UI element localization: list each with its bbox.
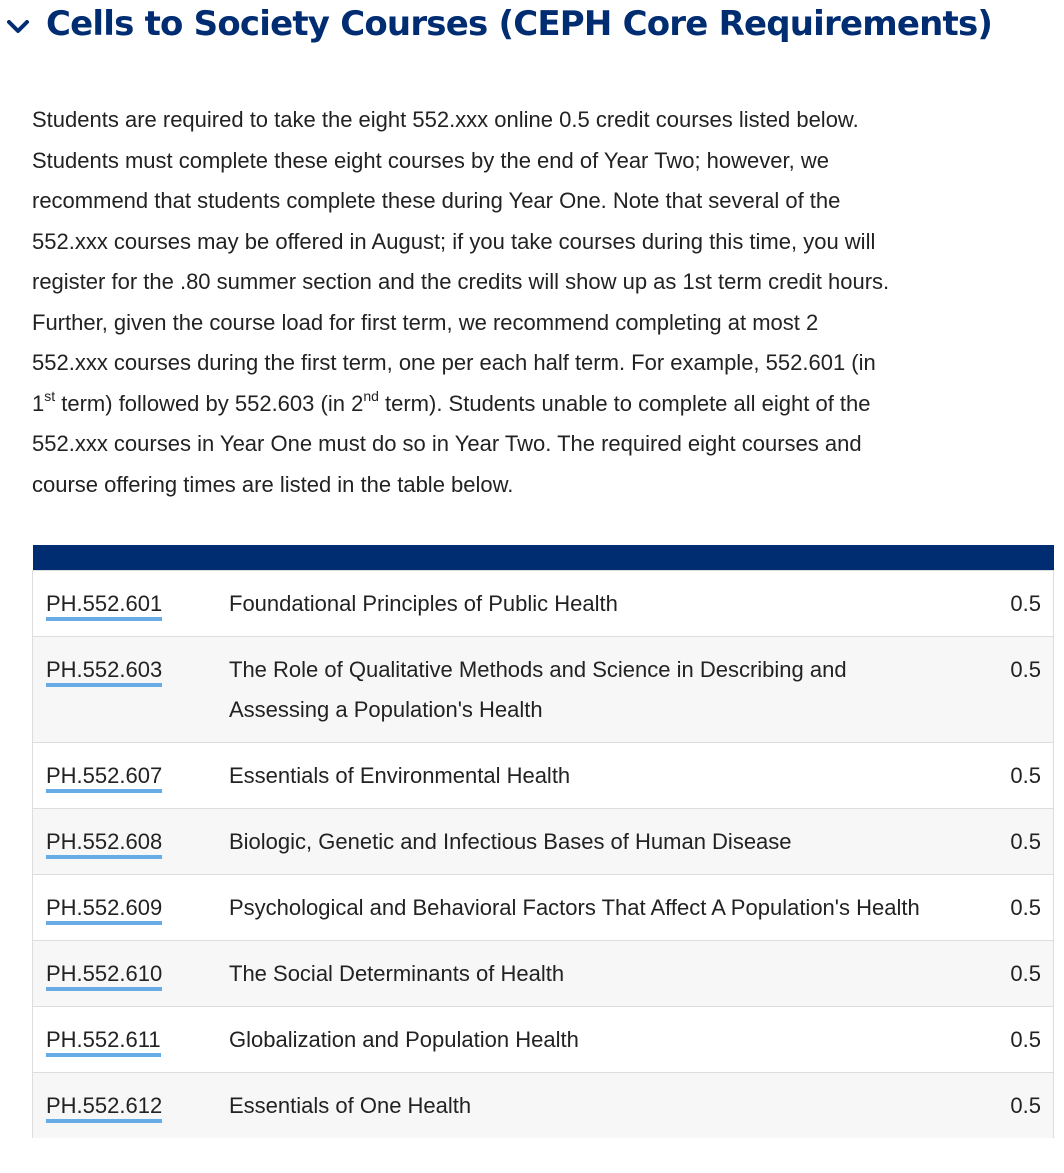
course-credits: 0.5 [941,1073,1054,1139]
course-title: The Social Determinants of Health [229,961,565,986]
course-code-link[interactable]: PH.552.607 [46,763,162,793]
intro-line: register for the .80 summer section and the credits will show up as 1st term credit hours. [32,269,890,294]
intro-line: course offering times are listed in the table below. [32,471,514,497]
intro-line: 552.xxx courses during the first term, one per each half term. For example, 552.601 (in [32,350,876,375]
course-code-link[interactable]: PH.552.609 [46,895,162,925]
table-row [33,637,1054,743]
course-credits: 0.5 [941,743,1054,809]
course-title-cell [229,809,941,875]
section-title[interactable]: Cells to Society Courses (CEPH Core Requirements) [46,4,993,44]
course-title: Psychological and Behavioral Factors That Affect A Population's Health [229,895,920,920]
table-row [33,1007,1054,1073]
intro-text: term). Students unable to complete all eight of the [378,390,871,416]
course-title: Essentials of Environmental Health [229,763,571,788]
course-title: Foundational Principles of Public Health [229,591,618,616]
intro-paragraph [32,100,1062,505]
course-title: Biologic, Genetic and Infectious Bases of Human Disease [229,829,792,854]
course-code-link[interactable]: PH.552.611 [46,1027,161,1057]
intro-line: Students must complete these eight courses by the end of Year Two; however, we [32,147,829,173]
table-header-row [33,545,1054,571]
course-title-cell [229,1007,941,1073]
course-code-cell [33,809,230,875]
course-title-cell [229,875,941,941]
table-row [33,809,1054,875]
course-title: The Role of Qualitative Methods and Science in Describing and Assessing a Population's Health [229,657,847,722]
ordinal-suffix: nd [363,388,379,405]
course-title: Globalization and Population Health [229,1027,579,1052]
chevron-down-icon[interactable] [6,14,30,38]
intro-line: 552.xxx courses in Year One must do so in Year Two. The required eight courses and [32,431,862,456]
table-row [33,875,1054,941]
table-row [33,941,1054,1007]
table-row [33,743,1054,809]
intro-text: term) followed by 552.603 (in 2 [55,390,364,416]
course-code-cell [33,637,230,743]
intro-line: 552.xxx courses may be offered in August; if you take courses during this time, you will [32,228,876,254]
intro-line: Further, given the course load for first term, we recommend completing at most 2 [32,309,819,335]
intro-line: recommend that students complete these during Year One. Note that several of the [32,188,841,213]
course-credits: 0.5 [941,809,1054,875]
course-code-cell [33,743,230,809]
course-code-cell [33,875,230,941]
accordion-toggle[interactable] [0,0,1064,52]
intro-text: 1 [32,390,45,416]
course-credits: 0.5 [941,941,1054,1007]
course-code-cell [33,941,230,1007]
course-credits: 0.5 [941,1007,1054,1073]
table-header-bar [33,545,1054,571]
course-credits: 0.5 [941,571,1054,637]
course-code-link[interactable]: PH.552.610 [46,961,162,991]
course-credits: 0.5 [941,637,1054,743]
course-code-cell [33,1073,230,1139]
course-code-cell [33,571,230,637]
course-title-cell [229,1073,941,1139]
course-code-cell [33,1007,230,1073]
table-row [33,1073,1054,1139]
course-title-cell [229,941,941,1007]
ordinal-suffix: st [44,388,56,405]
course-code-link[interactable]: PH.552.608 [46,829,162,859]
intro-line: Students are required to take the eight 552.xxx online 0.5 credit courses listed below. [32,107,859,132]
intro-line [32,384,1062,425]
course-credits: 0.5 [941,875,1054,941]
course-title-cell [229,637,941,743]
course-title-cell [229,571,941,637]
course-code-link[interactable]: PH.552.612 [46,1093,162,1123]
table-row [33,571,1054,637]
course-title-cell [229,743,941,809]
course-code-link[interactable]: PH.552.601 [46,591,162,621]
courses-table [32,545,1054,1138]
course-code-link[interactable]: PH.552.603 [46,657,162,687]
course-title: Essentials of One Health [229,1093,472,1118]
